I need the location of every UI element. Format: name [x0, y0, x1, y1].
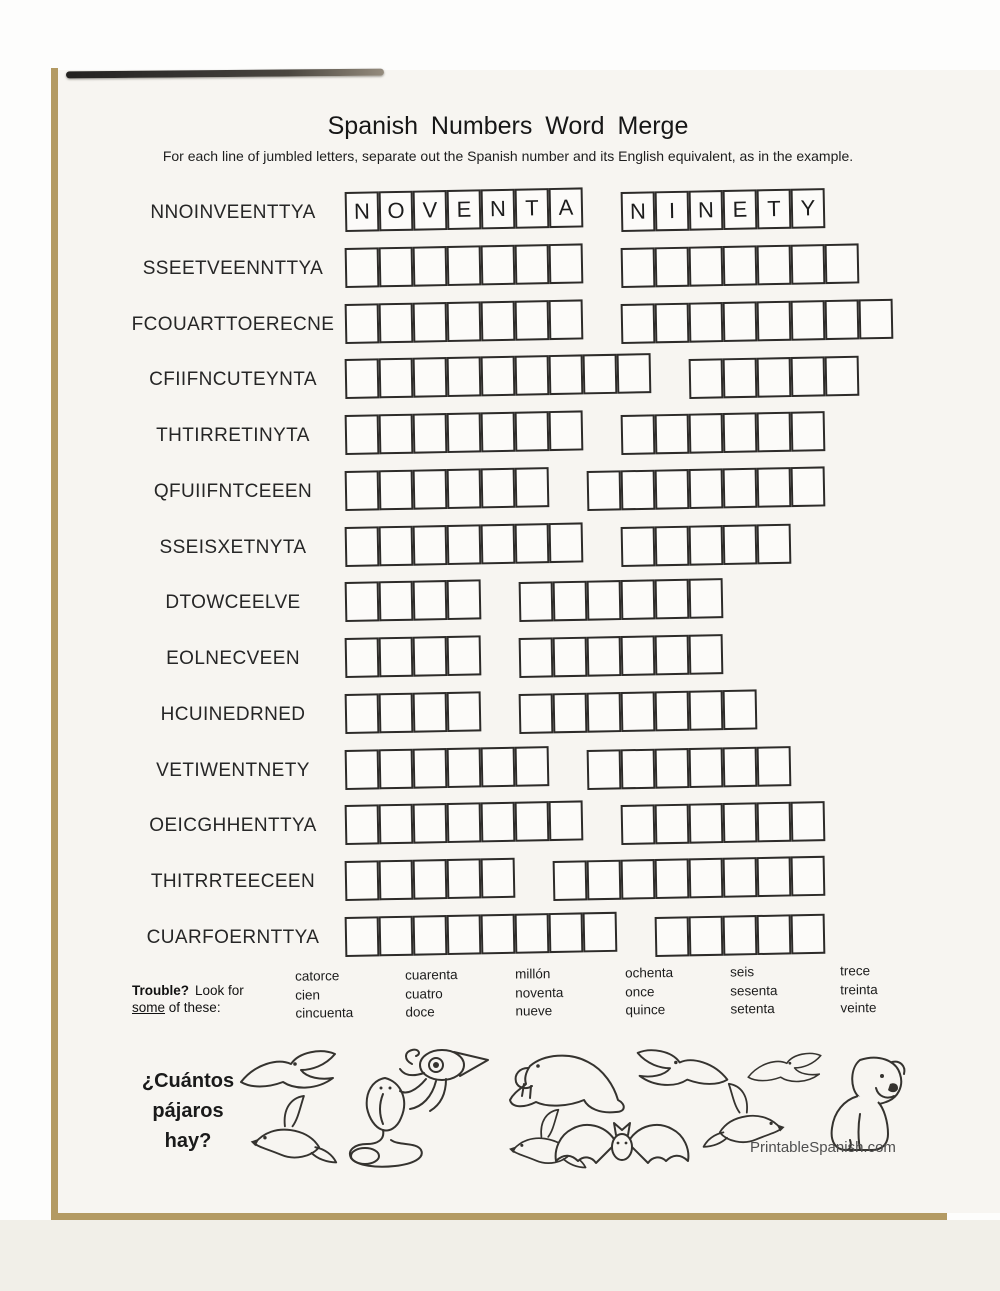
answer-box	[379, 581, 414, 622]
answer-box	[723, 301, 758, 342]
answer-box	[549, 912, 584, 953]
jumble-letters: VETIWENTNETY	[156, 759, 310, 781]
puzzle-row	[58, 248, 1000, 294]
answer-box	[757, 245, 792, 286]
flying-bird-icon	[742, 1042, 827, 1100]
answer-box	[379, 637, 414, 678]
answer-box	[621, 414, 656, 455]
answer-box	[621, 636, 656, 677]
answer-box	[413, 915, 448, 956]
word-bank-word: doce	[405, 1004, 435, 1020]
answer-box	[655, 525, 690, 566]
english-answer-boxes	[621, 411, 826, 455]
site-credit: PrintableSpanish.com	[750, 1139, 896, 1156]
puzzle-row	[58, 527, 1000, 573]
answer-box	[723, 524, 758, 565]
answer-box	[379, 748, 414, 789]
answer-box	[413, 413, 448, 454]
answer-box	[621, 470, 656, 511]
answer-box	[481, 412, 516, 453]
answer-box	[791, 466, 826, 507]
answer-box	[723, 803, 758, 844]
puzzle-row	[58, 861, 1000, 907]
answer-box	[345, 414, 380, 455]
answer-box	[447, 859, 482, 900]
spanish-answer-boxes	[345, 636, 482, 679]
jumble-letters: SSEETVEENNTTYA	[142, 257, 324, 279]
answer-box	[723, 358, 758, 399]
puzzle-row	[58, 304, 1000, 350]
answer-box	[621, 691, 656, 732]
jumble-letters: FCOUARTTOERECNE	[131, 313, 335, 335]
answer-box	[345, 693, 380, 734]
answer-box	[587, 470, 622, 511]
english-answer-boxes	[621, 298, 894, 343]
answer-box	[655, 748, 690, 789]
spanish-answer-boxes	[345, 858, 516, 901]
answer-box	[379, 916, 414, 957]
answer-box: N	[621, 191, 656, 232]
answer-box	[481, 356, 516, 397]
answer-box	[825, 299, 860, 340]
answer-box	[515, 802, 550, 843]
paper-edge-left	[51, 68, 58, 1220]
answer-box	[655, 859, 690, 900]
jumble-letters: EOLNECVEEN	[166, 648, 300, 670]
english-answer-boxes	[587, 746, 792, 790]
answer-box	[689, 468, 724, 509]
answer-box	[481, 300, 516, 341]
answer-box	[621, 580, 656, 621]
answer-box	[413, 804, 448, 845]
answer-box	[413, 302, 448, 343]
word-bank-word: catorce	[295, 968, 340, 984]
answer-box	[447, 803, 482, 844]
answer-box: N	[689, 190, 724, 231]
answer-box	[345, 526, 380, 567]
worksheet-paper	[58, 70, 1000, 1213]
question-line: ¿Cuántos	[141, 1070, 235, 1092]
word-bank-column	[625, 963, 731, 1020]
english-answer-boxes	[519, 578, 724, 622]
jumble-letters: CUARFOERNTTYA	[146, 927, 320, 948]
answer-box	[791, 914, 826, 955]
spanish-answer-boxes	[345, 746, 550, 790]
answer-box	[723, 857, 758, 898]
answer-box	[481, 746, 516, 787]
squid-icon	[396, 1038, 506, 1118]
spanish-answer-boxes	[345, 467, 550, 511]
answer-box	[515, 411, 550, 452]
answer-box	[583, 912, 618, 953]
answer-box	[825, 243, 860, 284]
puzzle-row	[58, 750, 1000, 796]
answer-box	[859, 298, 894, 339]
word-bank-word: cuarenta	[405, 967, 458, 983]
word-bank-word: cuatro	[405, 985, 443, 1002]
english-answer-boxes	[519, 689, 758, 734]
answer-box	[379, 414, 414, 455]
answer-box	[379, 470, 414, 511]
answer-box	[447, 301, 482, 342]
answer-box	[757, 467, 792, 508]
answer-box	[617, 353, 652, 394]
flying-bird-icon	[245, 1092, 340, 1172]
spanish-answer-boxes	[345, 801, 584, 846]
question-line: hay?	[164, 1130, 212, 1152]
answer-box	[549, 243, 584, 284]
answer-box	[757, 914, 792, 955]
answer-box	[757, 412, 792, 453]
worksheet-title: Spanish Numbers Word Merge	[327, 112, 689, 140]
jumble-letters: THTIRRETINYTA	[156, 425, 310, 447]
answer-box	[481, 523, 516, 564]
jumble-letters: OEICGHHENTTYA	[149, 815, 317, 837]
answer-box: N	[345, 191, 380, 232]
word-bank-word: cincuenta	[295, 1005, 354, 1021]
word-bank-intro-line1	[132, 982, 307, 999]
word-bank-word: treinta	[840, 981, 878, 997]
answer-box: E	[447, 189, 482, 230]
answer-box	[549, 411, 584, 452]
spanish-answer-boxes	[345, 243, 584, 288]
answer-box	[723, 412, 758, 453]
answer-box	[723, 245, 758, 286]
jumble-letters: NNOINVEENTTYA	[150, 202, 316, 223]
answer-box	[791, 357, 826, 398]
answer-box	[587, 692, 622, 733]
english-answer-boxes	[655, 914, 826, 957]
spanish-answer-boxes	[345, 691, 482, 734]
answer-box	[791, 411, 826, 452]
english-answer-boxes	[587, 466, 826, 511]
answer-box	[791, 856, 826, 897]
word-bank-word: setenta	[730, 1001, 775, 1017]
spanish-answer-boxes	[345, 912, 618, 957]
english-answer-boxes	[621, 523, 792, 566]
answer-box	[553, 581, 588, 622]
answer-box	[413, 525, 448, 566]
answer-box	[689, 916, 724, 957]
answer-box	[621, 805, 656, 846]
answer-box	[655, 635, 690, 676]
some-label: some	[132, 1000, 166, 1015]
answer-box	[791, 244, 826, 285]
answer-box	[413, 580, 448, 621]
answer-box: N	[481, 189, 516, 230]
word-bank-word: nueve	[515, 1003, 553, 1019]
answer-box	[689, 413, 724, 454]
word-bank-word: sesenta	[730, 982, 778, 998]
spanish-answer-boxes	[345, 522, 584, 567]
puzzle-row	[58, 638, 1000, 684]
answer-box	[345, 247, 380, 288]
spanish-answer-boxes	[345, 353, 652, 399]
answer-box: T	[757, 189, 792, 230]
answer-box	[447, 580, 482, 621]
answer-box	[345, 916, 380, 957]
spanish-answer-boxes	[345, 187, 584, 232]
answer-box	[689, 804, 724, 845]
answer-box	[447, 747, 482, 788]
puzzle-row	[58, 415, 1000, 461]
answer-box: T	[515, 188, 550, 229]
worksheet-instructions: For each line of jumbled letters, separate out the Spanish number and its English equivalent, as in the example.	[162, 148, 854, 164]
answer-box	[379, 302, 414, 343]
puzzle-row	[58, 694, 1000, 740]
word-bank-column	[405, 966, 511, 1023]
answer-box	[345, 470, 380, 511]
answer-box	[587, 636, 622, 677]
answer-box	[447, 914, 482, 955]
answer-box	[379, 525, 414, 566]
word-bank-word: seis	[729, 964, 755, 980]
answer-box	[447, 524, 482, 565]
answer-box	[413, 859, 448, 900]
bat-icon	[552, 1115, 692, 1177]
english-answer-boxes	[621, 802, 826, 846]
answer-box	[791, 300, 826, 341]
answer-box	[583, 354, 618, 395]
answer-box	[481, 914, 516, 955]
word-bank-word: trece	[839, 963, 871, 979]
answer-box	[689, 525, 724, 566]
english-answer-boxes	[553, 856, 826, 901]
word-bank-column	[515, 965, 621, 1022]
answer-box	[655, 579, 690, 620]
answer-box	[515, 355, 550, 396]
answer-box	[345, 805, 380, 846]
of-these-label: of these:	[168, 1000, 221, 1015]
answer-box	[413, 357, 448, 398]
answer-box	[757, 857, 792, 898]
jumble-letters: SSEISXETNYTA	[159, 536, 307, 558]
answer-box	[587, 860, 622, 901]
jumble-letters: THITRRTEECEEN	[150, 871, 316, 893]
answer-box	[655, 804, 690, 845]
answer-box	[791, 802, 826, 843]
answer-box: Y	[791, 188, 826, 229]
answer-box	[621, 526, 656, 567]
english-answer-boxes	[621, 188, 826, 232]
word-bank-word: noventa	[515, 984, 564, 1001]
answer-box: V	[413, 190, 448, 231]
answer-box	[621, 247, 656, 288]
answer-box	[481, 802, 516, 843]
answer-box	[655, 916, 690, 957]
answer-box	[723, 746, 758, 787]
answer-box	[515, 746, 550, 787]
answer-box	[553, 861, 588, 902]
jumble-letters: CFIIFNCUTEYNTA	[149, 369, 317, 391]
word-bank-word: quince	[625, 1002, 666, 1018]
spanish-answer-boxes	[345, 411, 584, 456]
word-bank-word: ochenta	[624, 965, 674, 981]
paper-edge-bottom	[51, 1213, 947, 1220]
puzzle-row	[58, 805, 1000, 851]
answer-box	[447, 636, 482, 677]
answer-box	[413, 636, 448, 677]
answer-box	[689, 747, 724, 788]
word-bank-column	[295, 967, 401, 1024]
answer-box	[519, 638, 554, 679]
answer-box	[757, 523, 792, 564]
word-bank-word: veinte	[840, 1000, 877, 1016]
answer-box	[549, 299, 584, 340]
answer-box	[515, 300, 550, 341]
answer-box: A	[549, 187, 584, 228]
answer-box	[689, 858, 724, 899]
puzzle-row	[58, 192, 1000, 238]
answer-box	[379, 246, 414, 287]
answer-box	[655, 302, 690, 343]
answer-box	[481, 468, 516, 509]
answer-box	[621, 303, 656, 344]
english-answer-boxes	[519, 634, 724, 678]
puzzle-rows	[58, 70, 1000, 970]
answer-box	[655, 691, 690, 732]
word-bank-column	[840, 961, 946, 1018]
answer-box	[587, 749, 622, 790]
answer-box	[757, 300, 792, 341]
answer-box	[447, 412, 482, 453]
answer-box	[481, 245, 516, 286]
answer-box	[345, 303, 380, 344]
answer-box	[689, 690, 724, 731]
word-bank-word: cien	[295, 986, 321, 1003]
answer-box	[655, 414, 690, 455]
answer-box	[515, 523, 550, 564]
puzzle-row	[58, 471, 1000, 517]
puzzle-row	[58, 359, 1000, 405]
answer-box	[723, 915, 758, 956]
answer-box	[689, 359, 724, 400]
english-answer-boxes	[689, 356, 860, 399]
answer-box	[379, 693, 414, 734]
jumble-letters: HCUINEDRNED	[160, 703, 306, 725]
spanish-answer-boxes	[345, 299, 584, 344]
answer-box	[689, 578, 724, 619]
answer-box: O	[379, 191, 414, 232]
answer-box	[549, 522, 584, 563]
answer-box	[519, 582, 554, 623]
answer-box: E	[723, 189, 758, 230]
puzzle-row	[58, 917, 1000, 963]
answer-box	[379, 860, 414, 901]
answer-box	[549, 801, 584, 842]
puzzle-row	[58, 582, 1000, 628]
spanish-answer-boxes	[345, 580, 482, 623]
answer-box	[481, 858, 516, 899]
jumble-letters: QFUIIFNTCEEEN	[153, 480, 313, 502]
answer-box	[413, 748, 448, 789]
answer-box	[345, 582, 380, 623]
answer-box	[549, 355, 584, 396]
answer-box	[379, 804, 414, 845]
answer-box	[689, 246, 724, 287]
answer-box	[553, 693, 588, 734]
answer-box	[413, 692, 448, 733]
jumble-letters: DTOWCEELVE	[165, 592, 301, 614]
answer-box	[621, 859, 656, 900]
answer-box	[519, 693, 554, 734]
answer-box	[689, 634, 724, 675]
answer-box	[379, 358, 414, 399]
answer-box	[413, 246, 448, 287]
answer-box	[621, 748, 656, 789]
answer-box	[447, 691, 482, 732]
answer-box	[757, 746, 792, 787]
look-for-label: Look for	[195, 983, 244, 998]
answer-box	[515, 244, 550, 285]
trouble-label: Trouble?	[132, 983, 189, 998]
answer-box	[723, 689, 758, 730]
answer-box	[825, 356, 860, 397]
word-bank-intro	[132, 982, 307, 1016]
word-bank-word: millón	[514, 966, 551, 982]
answer-box	[345, 638, 380, 679]
answer-box	[345, 359, 380, 400]
answer-box	[757, 802, 792, 843]
answer-box	[723, 468, 758, 509]
answer-box	[587, 580, 622, 621]
answer-box: I	[655, 191, 690, 232]
answer-box	[757, 357, 792, 398]
answer-box	[345, 861, 380, 902]
answer-box	[515, 913, 550, 954]
word-bank-intro-line2	[132, 999, 307, 1016]
answer-box	[553, 637, 588, 678]
answer-box	[655, 469, 690, 510]
word-bank-word: once	[625, 983, 655, 999]
answer-box	[447, 357, 482, 398]
answer-box	[413, 469, 448, 510]
answer-box	[655, 246, 690, 287]
word-bank-column	[730, 962, 836, 1019]
answer-box	[345, 749, 380, 790]
english-answer-boxes	[621, 243, 860, 288]
answer-box	[447, 245, 482, 286]
answer-box	[447, 468, 482, 509]
question-line: pájaros	[152, 1100, 224, 1122]
answer-box	[515, 467, 550, 508]
answer-box	[689, 302, 724, 343]
scan-background-below	[0, 1220, 1000, 1291]
